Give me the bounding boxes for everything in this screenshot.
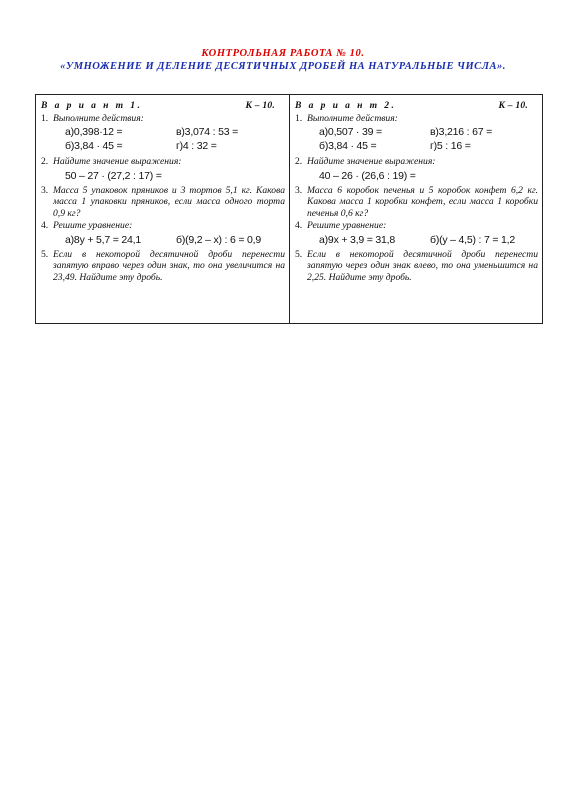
variant-title: В а р и а н т 1.	[41, 100, 143, 111]
task-4	[41, 220, 285, 232]
task-2	[41, 156, 285, 168]
expression-a: а)0,398·12 =	[65, 126, 123, 138]
task-number: 3.	[295, 184, 303, 196]
task-number: 4.	[295, 220, 303, 231]
equation-a: а)8y + 5,7 = 24,1	[65, 233, 141, 246]
task-4-equations	[295, 233, 538, 247]
task-text: Решите уравнение:	[307, 220, 387, 231]
variant-header	[295, 100, 538, 112]
task-number: 2.	[41, 156, 49, 167]
equation-a: а)9x + 3,9 = 31,8	[319, 233, 395, 246]
variant-code: К – 10.	[498, 100, 528, 111]
task-number: 5.	[41, 248, 49, 260]
variant-code: К – 10.	[245, 100, 275, 111]
task-number: 5.	[295, 248, 303, 260]
task-text: Масса 5 упаковок пряников и 3 тортов 5,1 кг. Какова масса 1 упаковки пряников, если масса одного торта 0,9 кг?	[53, 184, 285, 219]
task-number: 3.	[41, 184, 49, 196]
task-1	[41, 113, 285, 125]
test-title: КОНТРОЛЬНАЯ РАБОТА № 10.	[201, 48, 365, 59]
page-header	[0, 47, 566, 73]
expression-b: б)3,84 · 45 =	[65, 140, 123, 152]
expression-g: г)5 : 16 =	[430, 140, 471, 152]
expression-g: г)4 : 32 =	[176, 140, 217, 152]
task-number: 2.	[295, 156, 303, 167]
task-4	[295, 220, 538, 232]
task-1-row-2	[295, 139, 538, 153]
task-text: Решите уравнение:	[53, 220, 133, 231]
variants-table	[35, 94, 543, 324]
task-number: 1.	[295, 112, 303, 124]
task-5	[295, 249, 538, 284]
equation-b: б)(y – 4,5) : 7 = 1,2	[430, 233, 515, 246]
task-2	[295, 156, 538, 168]
task-2-expression: 40 – 26 · (26,6 : 19) =	[319, 169, 416, 182]
variant-1-column	[36, 95, 289, 323]
task-text: Если в некоторой десятичной дроби перенести запятую через один знак влево, то она уменьшится на 2,25. Найдите эту дробь.	[307, 248, 538, 283]
expression-v: в)3,074 : 53 =	[176, 126, 239, 138]
task-5	[41, 249, 285, 284]
task-1-row-1	[295, 125, 538, 139]
variant-2-column	[289, 95, 542, 323]
task-1-row-1	[41, 125, 285, 139]
expression-b: б)3,84 · 45 =	[319, 140, 377, 152]
task-3	[41, 185, 285, 220]
task-text: Найдите значение выражения:	[53, 156, 182, 167]
task-2-expression: 50 – 27 · (27,2 : 17) =	[65, 169, 162, 182]
task-text: Если в некоторой десятичной дроби перенести запятую вправо через один знак, то она увеличится на 23,49. Найдите эту дробь.	[53, 248, 285, 283]
task-text: Выполните действия:	[307, 112, 398, 124]
task-text: Масса 6 коробок печенья и 5 коробок конфет 6,2 кг. Какова масса 1 коробки конфет, если масса 1 коробки печенья 0,6 кг?	[307, 184, 538, 219]
expression-a: а)0,507 · 39 =	[319, 126, 382, 138]
task-text: Выполните действия:	[53, 112, 144, 124]
test-topic: «УМНОЖЕНИЕ И ДЕЛЕНИЕ ДЕСЯТИЧНЫХ ДРОБЕЙ НА НАТУРАЛЬНЫЕ ЧИСЛА».	[60, 61, 506, 72]
variant-header	[41, 100, 285, 112]
task-1-row-2	[41, 139, 285, 153]
task-1	[295, 113, 538, 125]
task-number: 1.	[41, 112, 49, 124]
variant-title: В а р и а н т 2.	[295, 100, 397, 111]
equation-b: б)(9,2 – x) : 6 = 0,9	[176, 233, 261, 246]
task-text: Найдите значение выражения:	[307, 156, 436, 167]
task-4-equations	[41, 233, 285, 247]
task-3	[295, 185, 538, 220]
expression-v: в)3,216 : 67 =	[430, 126, 493, 138]
task-number: 4.	[41, 220, 49, 231]
